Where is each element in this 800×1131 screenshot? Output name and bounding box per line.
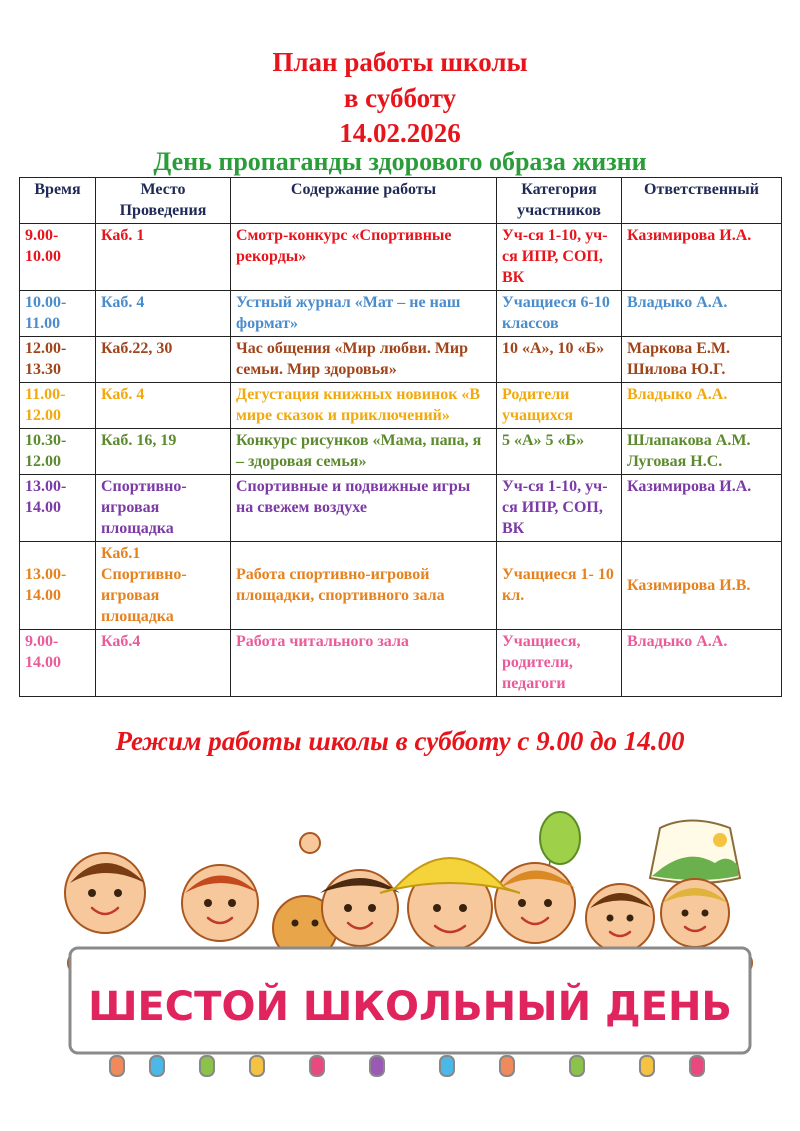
cell-place: Каб. 1 <box>96 224 231 291</box>
cell-place: Каб.22, 30 <box>96 337 231 383</box>
column-header-time: Время <box>20 178 96 224</box>
cell-participants: Учащиеся 1- 10 кл. <box>497 542 622 630</box>
column-header-content: Содержание работы <box>231 178 497 224</box>
cell-time: 13.00- 14.00 <box>20 542 96 630</box>
table-row <box>20 475 782 542</box>
cell-participants: Родители учащихся <box>497 383 622 429</box>
cell-time: 9.00- 10.00 <box>20 224 96 291</box>
cell-responsible: Шлапакова А.М. Луговая Н.С. <box>622 429 782 475</box>
table-row <box>20 291 782 337</box>
cell-content: Устный журнал «Мат – не наш формат» <box>231 291 497 337</box>
cell-content: Смотр-конкурс «Спортивные рекорды» <box>231 224 497 291</box>
column-header-participants: Категория участников <box>497 178 622 224</box>
cell-responsible: Владыко А.А. <box>622 291 782 337</box>
cell-place: Каб. 4 <box>96 383 231 429</box>
cell-time: 9.00- 14.00 <box>20 630 96 697</box>
cell-place: Каб. 4 <box>96 291 231 337</box>
cell-content: Конкурс рисунков «Мама, папа, я – здоровая семья» <box>231 429 497 475</box>
table-row <box>20 337 782 383</box>
cell-time: 10.00- 11.00 <box>20 291 96 337</box>
cell-place: Спортивно- игровая площадка <box>96 475 231 542</box>
cell-time: 13.00- 14.00 <box>20 475 96 542</box>
cell-responsible: Владыко А.А. <box>622 383 782 429</box>
table-row <box>20 542 782 630</box>
cell-content: Дегустация книжных новинок «В мире сказок и приключений» <box>231 383 497 429</box>
cell-place: Каб. 16, 19 <box>96 429 231 475</box>
cell-responsible: Маркова Е.М. Шилова Ю.Г. <box>622 337 782 383</box>
cell-responsible: Казимирова И.А. <box>622 224 782 291</box>
table-header-row <box>20 178 782 224</box>
cell-participants: Учащиеся 6-10 классов <box>497 291 622 337</box>
cell-time: 10.30- 12.00 <box>20 429 96 475</box>
table-row <box>20 383 782 429</box>
working-hours-note: Режим работы школы в субботу с 9.00 до 14.00 <box>115 726 685 756</box>
cell-content: Работа спортивно-игровой площадки, спортивного зала <box>231 542 497 630</box>
cell-participants: Уч-ся 1-10, уч-ся ИПР, СОП, ВК <box>497 475 622 542</box>
column-header-place: Место Проведения <box>96 178 231 224</box>
cell-responsible: Казимирова И.В. <box>622 542 782 630</box>
theme-subtitle: День пропаганды здорового образа жизни <box>153 147 647 176</box>
cell-participants: Учащиеся, родители, педагоги <box>497 630 622 697</box>
cell-content: Спортивные и подвижные игры на свежем воздухе <box>231 475 497 542</box>
banner-text: ШЕСТОЙ ШКОЛЬНЫЙ ДЕНЬ <box>88 984 732 1030</box>
table-row <box>20 224 782 291</box>
cell-participants: Уч-ся 1-10, уч-ся ИПР, СОП, ВК <box>497 224 622 291</box>
schedule-table <box>19 177 782 697</box>
cell-responsible: Владыко А.А. <box>622 630 782 697</box>
title-line-1: План работы школы <box>272 47 528 77</box>
cell-time: 11.00- 12.00 <box>20 383 96 429</box>
table-row <box>20 429 782 475</box>
cell-content: Работа читального зала <box>231 630 497 697</box>
table-row <box>20 630 782 697</box>
cell-participants: 5 «А» 5 «Б» <box>497 429 622 475</box>
cell-place: Каб.1 Спортивно- игровая площадка <box>96 542 231 630</box>
cell-participants: 10 «А», 10 «Б» <box>497 337 622 383</box>
title-date: 14.02.2026 <box>339 118 461 148</box>
cell-time: 12.00- 13.30 <box>20 337 96 383</box>
title-line-2: в субботу <box>343 83 457 113</box>
column-header-responsible: Ответственный <box>622 178 782 224</box>
cell-content: Час общения «Мир любви. Мир семьи. Мир здоровья» <box>231 337 497 383</box>
children-banner-illustration <box>50 808 770 1088</box>
cell-place: Каб.4 <box>96 630 231 697</box>
cell-responsible: Казимирова И.А. <box>622 475 782 542</box>
